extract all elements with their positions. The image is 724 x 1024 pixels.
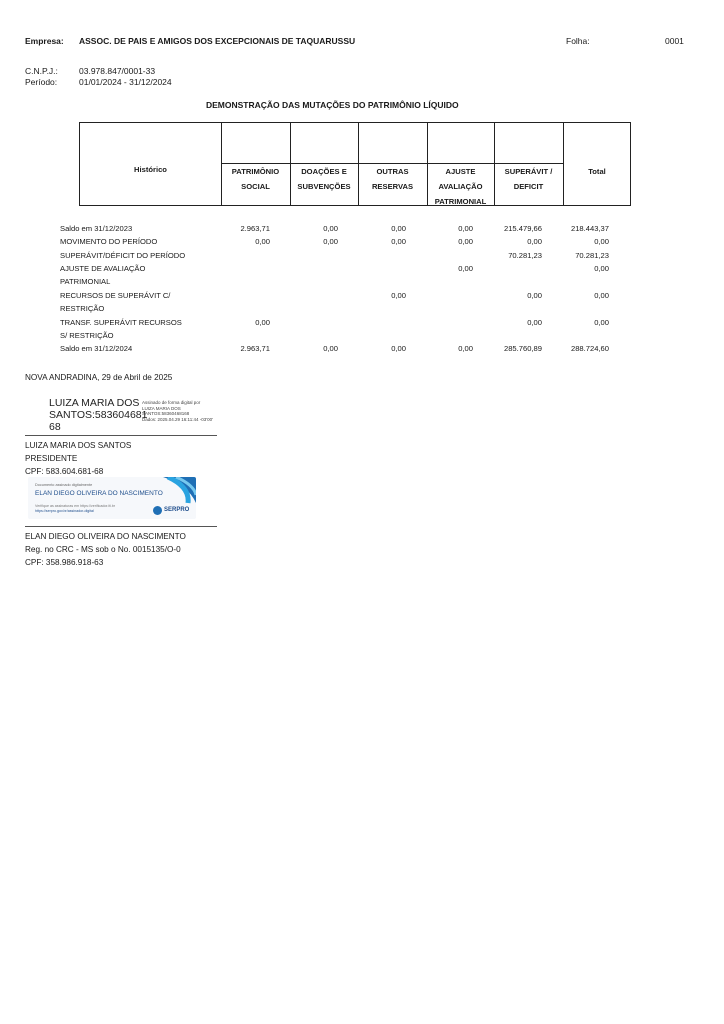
signer-2-cpf: CPF: 358.986.918-63 <box>25 558 104 567</box>
document-title: DEMONSTRAÇÃO DAS MUTAÇÕES DO PATRIMÔNIO LÍQUIDO <box>206 100 459 110</box>
cell-patrimonio: 0,00 <box>255 318 270 327</box>
folha-value: 0001 <box>665 36 684 46</box>
cell-outras: 0,00 <box>391 344 406 353</box>
cell-patrimonio: 2.963,71 <box>240 224 270 233</box>
cell-total: 288.724,60 <box>570 344 609 353</box>
cell-superavit: 215.479,66 <box>503 224 542 233</box>
signature-line-2 <box>25 526 217 527</box>
cell-superavit: 0,00 <box>527 291 542 300</box>
cell-total: 0,00 <box>594 291 609 300</box>
col-patrimonio: PATRIMÔNIO SOCIAL <box>231 167 280 191</box>
badge-caption: Documento assinado digitalmente <box>35 483 93 487</box>
cell-total: 0,00 <box>594 264 609 273</box>
periodo-value: 01/01/2024 - 31/12/2024 <box>79 77 172 87</box>
cell-total: 70.281,23 <box>575 251 609 260</box>
cell-ajuste: 0,00 <box>458 264 473 273</box>
badge-url: https://serpro.gov.br/assinador-digital <box>35 509 94 513</box>
row-label: AJUSTE DE AVALIAÇÃO PATRIMONIAL <box>60 264 146 286</box>
signer-1-name: LUIZA MARIA DOS SANTOS <box>25 441 132 450</box>
row-label: MOVIMENTO DO PERÍODO <box>60 237 158 246</box>
cell-outras: 0,00 <box>391 291 406 300</box>
row-label: TRANSF. SUPERÁVIT RECURSOS S/ RESTRIÇÃO <box>60 318 182 340</box>
cell-doacoes: 0,00 <box>323 344 338 353</box>
col-outras: OUTRAS RESERVAS <box>371 167 414 191</box>
cell-patrimonio: 2.963,71 <box>240 344 270 353</box>
place-date: NOVA ANDRADINA, 29 de Abril de 2025 <box>25 373 173 382</box>
cell-total: 218.443,37 <box>570 224 609 233</box>
cnpj-value: 03.978.847/0001-33 <box>79 66 156 76</box>
cell-ajuste: 0,00 <box>458 224 473 233</box>
col-ajuste: AJUSTE AVALIAÇÃO PATRIMONIAL <box>434 167 487 206</box>
cell-total: 0,00 <box>594 237 609 246</box>
cell-outras: 0,00 <box>391 224 406 233</box>
col-doacoes: DOAÇÕES E SUBVENÇÕES <box>297 167 351 191</box>
serpro-logo-icon <box>153 506 162 515</box>
cell-ajuste: 0,00 <box>458 237 473 246</box>
digital-signature-stamp: LUIZA MARIA DOS SANTOS:583604681 68 <box>49 397 148 433</box>
badge-verify: Verifique as assinaturas em https://verificador.iti.br <box>35 504 116 508</box>
cell-superavit: 285.760,89 <box>503 344 542 353</box>
signer-2-name: ELAN DIEGO OLIVEIRA DO NASCIMENTO <box>25 532 186 541</box>
cell-ajuste: 0,00 <box>458 344 473 353</box>
table-header <box>79 122 631 206</box>
row-label: RECURSOS DE SUPERÁVIT C/ RESTRIÇÃO <box>60 291 171 313</box>
col-historico: Histórico <box>134 165 167 174</box>
govbr-signature-badge <box>28 477 196 519</box>
cell-total: 0,00 <box>594 318 609 327</box>
signer-1-cpf: CPF: 583.604.681-68 <box>25 467 104 476</box>
row-label: SUPERÁVIT/DÉFICIT DO PERÍODO <box>60 251 186 260</box>
signer-2-reg: Reg. no CRC - MS sob o No. 0015135/O-0 <box>25 545 181 554</box>
row-label: Saldo em 31/12/2024 <box>60 344 133 353</box>
digital-signature-meta: Assinado de forma digital por LUIZA MARIA DOS SANTOS:58360468168 Dados: 2025.04.29 16:11:44 -03'00' <box>142 400 213 422</box>
cnpj-label: C.N.P.J.: <box>25 66 58 76</box>
signer-1-role: PRESIDENTE <box>25 454 78 463</box>
cell-superavit: 0,00 <box>527 318 542 327</box>
cell-outras: 0,00 <box>391 237 406 246</box>
empresa-value: ASSOC. DE PAIS E AMIGOS DOS EXCEPCIONAIS DE TAQUARUSSU <box>79 36 356 46</box>
periodo-label: Período: <box>25 77 58 87</box>
cell-patrimonio: 0,00 <box>255 237 270 246</box>
cell-doacoes: 0,00 <box>323 237 338 246</box>
col-total: Total <box>588 167 606 176</box>
cell-superavit: 70.281,23 <box>508 251 542 260</box>
cell-superavit: 0,00 <box>527 237 542 246</box>
folha-label: Folha: <box>566 36 590 46</box>
empresa-label: Empresa: <box>25 36 64 46</box>
col-superavit: SUPERÁVIT / DEFICIT <box>504 167 553 191</box>
row-label: Saldo em 31/12/2023 <box>60 224 133 233</box>
badge-signer-name: ELAN DIEGO OLIVEIRA DO NASCIMENTO <box>35 490 163 497</box>
cell-doacoes: 0,00 <box>323 224 338 233</box>
badge-brand: SERPRO <box>164 507 190 513</box>
signature-line-1 <box>25 435 217 436</box>
